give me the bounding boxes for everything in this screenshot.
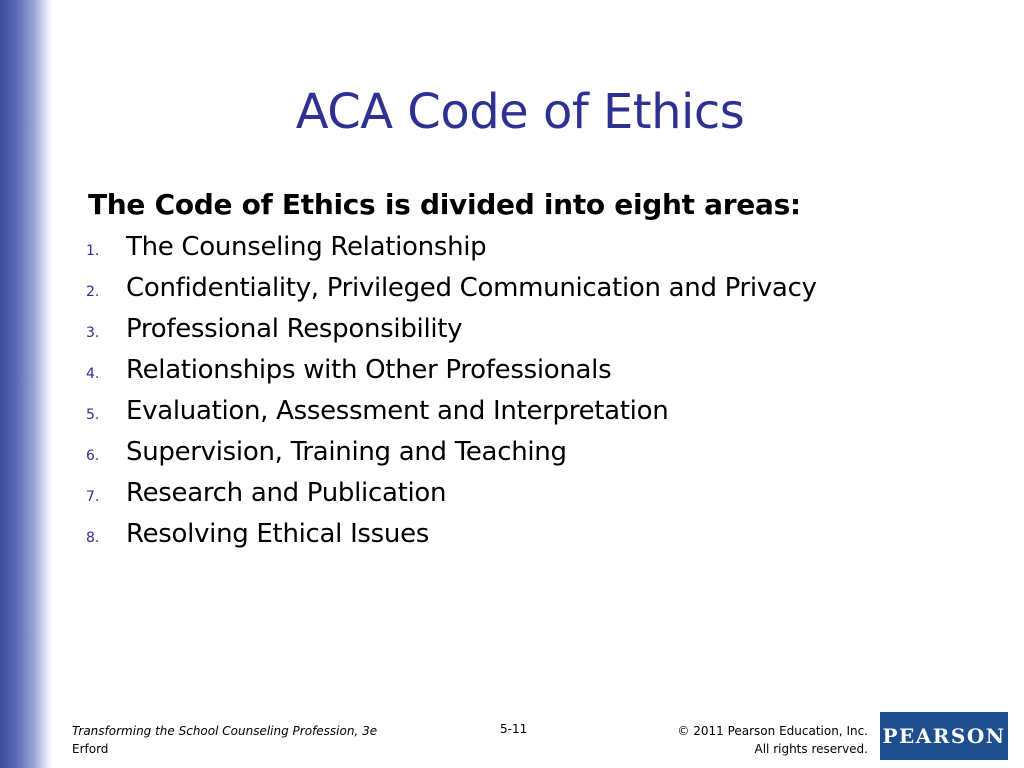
areas-list [86, 232, 817, 560]
pearson-logo [880, 712, 1008, 760]
list-item [86, 519, 817, 560]
rights-text: All rights reserved. [754, 742, 868, 756]
list-item [86, 478, 817, 519]
list-item-text: Research and Publication [126, 478, 447, 508]
list-item-text: Confidentiality, Privileged Communication and Privacy [126, 273, 817, 303]
list-number: 4. [86, 366, 100, 382]
list-item [86, 232, 817, 273]
list-item [86, 273, 817, 314]
list-number: 8. [86, 530, 100, 546]
footer-author: Erford [72, 742, 109, 756]
list-number: 1. [86, 243, 100, 259]
list-number: 7. [86, 489, 100, 505]
slide-number: 5-11 [500, 722, 528, 736]
footer-copyright [677, 722, 868, 758]
list-number: 6. [86, 448, 100, 464]
list-item-text: Resolving Ethical Issues [126, 519, 430, 549]
footer-book-info [72, 722, 377, 758]
list-item-text: Relationships with Other Professionals [126, 355, 612, 385]
list-item-text: Evaluation, Assessment and Interpretation [126, 396, 669, 426]
list-item [86, 437, 817, 478]
list-number: 2. [86, 284, 100, 300]
list-number: 5. [86, 407, 100, 423]
copyright-text: © 2011 Pearson Education, Inc. [677, 724, 868, 738]
slide-title: ACA Code of Ethics [295, 84, 745, 140]
list-item [86, 314, 817, 355]
footer-book-title: Transforming the School Counseling Profession, 3e [72, 724, 378, 738]
pearson-logo-text: PEARSON [882, 724, 1006, 748]
side-gradient-band [0, 0, 52, 768]
list-item [86, 355, 817, 396]
intro-text: The Code of Ethics is divided into eight areas: [88, 188, 801, 221]
list-item-text: Professional Responsibility [126, 314, 463, 344]
list-item-text: Supervision, Training and Teaching [126, 437, 567, 467]
list-item [86, 396, 817, 437]
list-item-text: The Counseling Relationship [126, 232, 487, 262]
list-number: 3. [86, 325, 100, 341]
